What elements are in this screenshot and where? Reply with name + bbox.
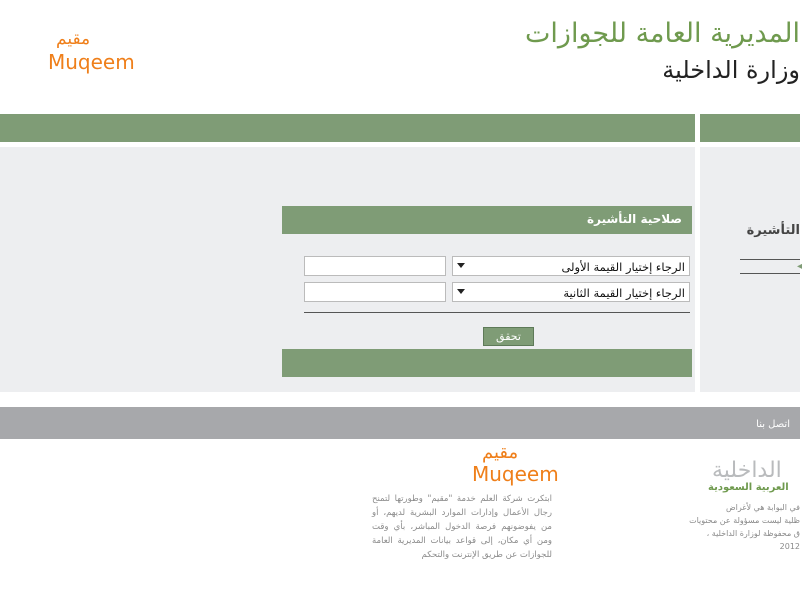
footer-description: ابتكرت شركة العلم خدمة "مقيم" وطورتها لتمنح رجال الأعمال وإدارات الموارد البشرية لديهم، أو من يفوضونهم فرصة الدخول المباشر، بأي وقت ومن أي مكان، إلى قواعد بيانات المديرية العامة للجوازات عن طريق الإنترنت والتحكم: [372, 494, 552, 560]
directorate-title: المديرية العامة للجوازات: [525, 18, 800, 49]
first-value-input[interactable]: [304, 256, 446, 276]
first-value-select[interactable]: [452, 256, 690, 276]
footer-side-text: [689, 501, 800, 553]
verify-button[interactable]: تحقق: [483, 327, 534, 346]
first-value-select-text: الرجاء إختيار القيمة الأولى: [561, 260, 685, 274]
dropdown-arrow-icon: [457, 263, 465, 268]
logo-arabic-text: مقيم: [56, 29, 91, 49]
footer-side-line: 2012: [779, 542, 800, 551]
side-divider: [740, 259, 800, 260]
footer-side-line: ق محفوظة لوزارة الداخلية ،: [706, 529, 800, 538]
panel-title: صلاحية التأشيرة: [587, 212, 682, 226]
side-divider-2: [740, 273, 800, 274]
side-marker: ◂: [797, 261, 802, 272]
second-value-select[interactable]: [452, 282, 690, 302]
side-panel-label: التأشيرة: [746, 223, 800, 238]
contact-us-link[interactable]: اتصل بنا: [756, 419, 790, 430]
logo-english-text: Muqeem: [48, 50, 135, 74]
footer-logo-arabic-text: مقيم: [482, 442, 519, 463]
footer-side-line: في البوابة هي لأغراض: [725, 503, 800, 512]
side-content-area: [700, 147, 800, 392]
form-divider: [304, 312, 690, 313]
side-nav-bar: [700, 114, 800, 142]
second-value-select-text: الرجاء إختيار القيمة الثانية: [563, 286, 685, 300]
muqeem-logo[interactable]: [48, 31, 135, 72]
footer-muqeem-logo[interactable]: [472, 444, 559, 484]
ministry-footer-logo-subtitle: العربية السعودية: [708, 482, 789, 493]
site-header: [0, 0, 800, 114]
footer-bar: [0, 407, 800, 439]
footer-side-line: ظلية ليست مسؤولة عن محتويات: [689, 516, 800, 525]
dropdown-arrow-icon: [457, 289, 465, 294]
main-nav-bar: [0, 114, 695, 142]
ministry-footer-logo: الداخلية: [712, 458, 782, 483]
visa-validity-panel-header: [282, 206, 692, 234]
second-value-input[interactable]: [304, 282, 446, 302]
footer-logo-english-text: Muqeem: [472, 462, 559, 486]
visa-validity-panel-footer: [282, 349, 692, 377]
ministry-title: وزارة الداخلية: [662, 56, 800, 84]
